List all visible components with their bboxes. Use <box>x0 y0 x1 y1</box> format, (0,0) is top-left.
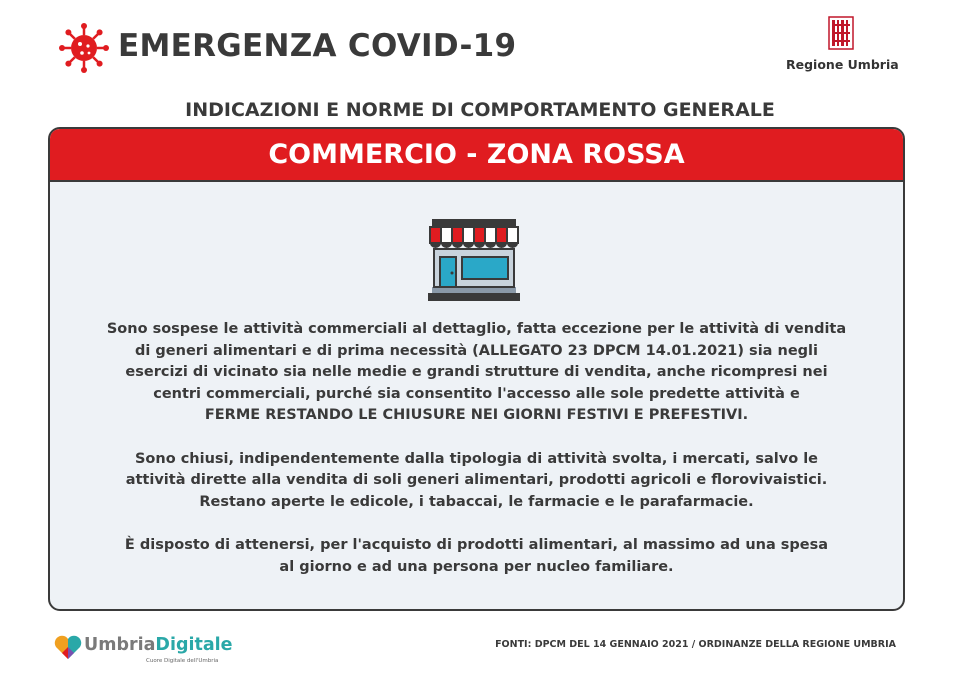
text-line: centri commerciali, purché sia consentito l'accesso alle sole predette attività e <box>153 385 800 402</box>
shop-icon <box>426 217 522 303</box>
brand-name <box>84 635 233 655</box>
brand-tagline: Cuore Digitale dell'Umbria <box>146 658 219 664</box>
region-name: Regione Umbria <box>786 57 899 72</box>
text-line: FERME RESTANDO LE CHIUSURE NEI GIORNI FESTIVI E PREFESTIVI. <box>204 407 749 423</box>
card-heading: COMMERCIO - ZONA ROSSA <box>50 129 903 182</box>
text-line: È disposto di attenersi, per l'acquisto di prodotti alimentari, al massimo ad una spesa <box>124 537 829 553</box>
card-body <box>90 319 863 600</box>
paragraph-markets <box>90 449 863 514</box>
region-logo-block <box>786 16 899 72</box>
heart-icon <box>54 634 82 660</box>
region-coat-of-arms <box>828 16 854 50</box>
text-line: di generi alimentari e di prima necessità (ALLEGATO 23 DPCM 14.01.2021) sia negli <box>135 342 818 359</box>
text-line: al giorno e ad una persona per nucleo familiare. <box>279 558 674 575</box>
sources-note: FONTI: DPCM DEL 14 GENNAIO 2021 / ORDINANZE DELLA REGIONE UMBRIA <box>495 639 896 650</box>
info-card <box>48 127 905 611</box>
text-line: Restano aperte le edicole, i tabaccai, le farmacie e le parafarmacie. <box>199 493 754 510</box>
paragraph-shopping-limit <box>90 535 863 578</box>
page-title: EMERGENZA COVID-19 <box>118 28 517 64</box>
paragraph-retail <box>90 319 863 427</box>
brand-part1: Umbria <box>84 635 156 655</box>
page-subtitle: INDICAZIONI E NORME DI COMPORTAMENTO GENERALE <box>185 99 775 121</box>
text-line: Sono chiusi, indipendentemente dalla tipologia di attività svolta, i mercati, salvo le <box>134 450 819 467</box>
text-line: attività dirette alla vendita di soli generi alimentari, prodotti agricoli e florovivaistici. <box>125 472 828 488</box>
umbria-digitale-logo <box>54 632 234 668</box>
brand-part2: Digitale <box>155 635 233 655</box>
text-line: esercizi di vicinato sia nelle medie e grandi strutture di vendita, anche ricompresi nei <box>125 364 828 380</box>
text-line: Sono sospese le attività commerciali al dettaglio, fatta eccezione per le attività di vendita <box>106 321 847 337</box>
virus-icon <box>58 22 110 74</box>
